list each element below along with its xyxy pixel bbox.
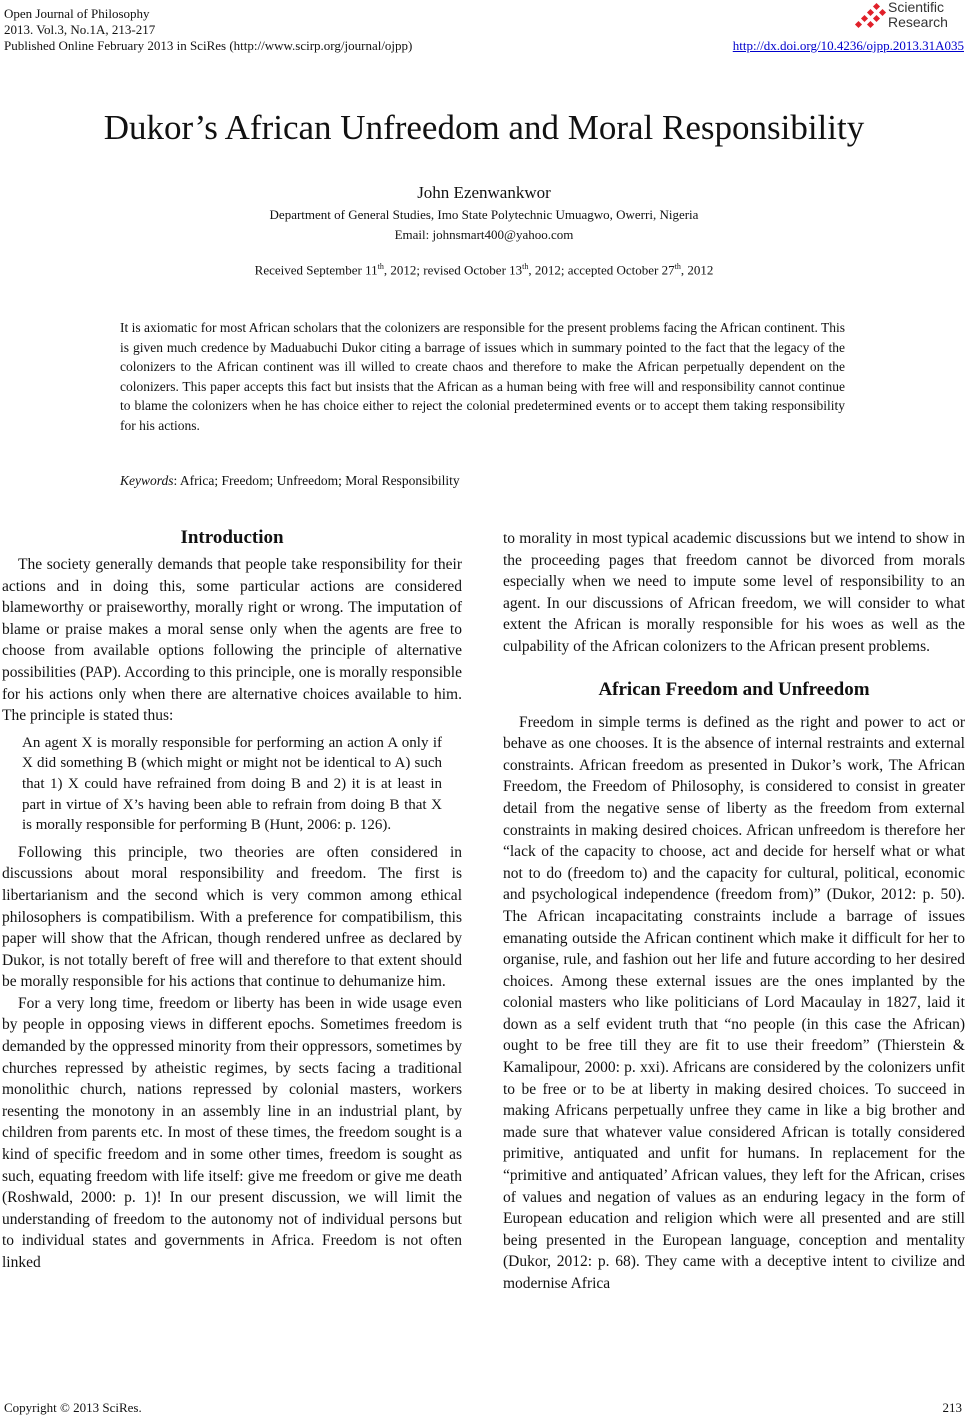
block-quote: An agent X is morally responsible for performing an action A only if X did something B (which might or might not be identical to A) such that 1) X could have refrained from doing B and 2) it is at least in part in virtue of X’s having been able to refrain from doing B that X is morally responsible for performing B (Hunt, 2006: p. 126).	[22, 734, 442, 834]
scientific-research-logo-icon	[854, 2, 888, 32]
keywords-label: Keywords	[120, 473, 174, 488]
ordinal-suffix: th	[522, 262, 529, 271]
logo-line-2: Research	[888, 14, 948, 30]
submission-dates	[0, 262, 968, 278]
paper-title: Dukor’s African Unfreedom and Moral Responsibility	[103, 108, 865, 147]
author-email: Email: johnsmart400@yahoo.com	[394, 227, 574, 242]
date-year: , 2012	[680, 262, 714, 278]
paragraph: Freedom in simple terms is defined as the right and power to act or behave as one chooses. It is the absence of internal restraints and external constraints. African freedom as presented in Dukor’s work, The African Freedom, the Freedom of Philosophy, is considered to consist in greater detail from the negative sense of liberty as the freedom from external constraints in making desired choices. African unfreedom is therefore her “lack of the capacity to choose, act and decide for herself what or what not to do (freedom to) and the capacity for cultural, political, economic and psychological independence (freedom from)” (Dukor, 2012: p. 50). The African incapacitating constraints include a barrage of issues emanating outside the African continent which make it difficult for her to organise, rule, and fashion out her life and future according to her desired choices. Among these external issues are the ones implanted by the colonial masters who like politicians of Lord Macaulay in 1827, laid it down as a self evident truth that “no people (in this case the African) ought to be free till they are fit to use their freedom” (Thierstein & Kamalipour, 2000: p. xxi). Africans are considered by the colonizers unfit to be free or to be at liberty in making desired choices. To succeed in making Africans perpetually unfree they came in like a big brother and made sure that whatever value considered African is totally considered primitive, antiquated and unfit for humans. In replacement for the “primitive and antiquated’ African values, they left for the African, crises of values and negation of values as an enduring legacy in the form of European education and religion which were all presented and are still being presented in the European language, conception and mentality (Dukor, 2012: p. 68). They came with a deceptive intent to civilize and modernise Africa	[503, 713, 965, 1292]
journal-header	[4, 6, 412, 54]
revised-date: , 2012; revised October 13	[383, 262, 523, 278]
journal-name: Open Journal of Philosophy	[4, 6, 150, 21]
publisher-logo	[854, 0, 964, 34]
section-heading-african-freedom: African Freedom and Unfreedom	[598, 678, 870, 700]
logo-wordmark	[888, 0, 948, 30]
ordinal-suffix: th	[377, 262, 384, 271]
paragraph: Following this principle, two theories are often considered in discussions about moral responsibility and freedom. The first is libertarianism and the second which is very common among ethical philosophers is compatibilism. With a preference for compatibilism, this paper will show that the African, though rendered unfree as declared by Dukor, is not totally bereft of free will and therefore to that extent should be morally responsible for his actions that continue to dehumanize him.	[2, 843, 462, 991]
left-column	[2, 526, 462, 1274]
author-name: John Ezenwankwor	[417, 183, 551, 202]
abstract: It is axiomatic for most African scholars that the colonizers are responsible for the present problems facing the African continent. This is given much credence by Maduabuchi Dukor citing a barrage of issues which in summary pointed to the fact that the legacy of the colonizers to the African continent was ill willed to create chaos and therefore to make the African perpetually dependent on the colonizers. This paper accepts this fact but insists that the African as a human being with free will and responsibility cannot continue to blame the colonizers when he has choice either to reject the colonial predetermined events or to accept them taking responsibility for his actions.	[120, 320, 845, 433]
received-date: Received September 11	[254, 262, 378, 278]
keywords-list: : Africa; Freedom; Unfreedom; Moral Responsibility	[173, 473, 460, 488]
journal-volume: 2013. Vol.3, No.1A, 213-217	[4, 22, 156, 37]
paragraph: The society generally demands that people take responsibility for their actions and in doing this, some particular actions are considered blameworthy or praiseworthy, morally right or wrong. The imputation of blame or praise makes a moral sense only when the agents are free to choose from available options following the principle of alternative possibilities (PAP). According to this principle, one is morally responsible for his actions only when there are alternative choices available to him. The principle is stated thus:	[2, 556, 462, 725]
paragraph: to morality in most typical academic discussions but we intend to show in the proceeding pages that freedom cannot be divorced from morals especially when we need to impute some level of responsibility to an agent. In our discussions of African freedom, we will consider to what extent the African is morally responsible for his woes as well as the culpability of the African colonizers to the African present problems.	[503, 530, 965, 655]
ordinal-suffix: th	[674, 262, 681, 271]
page-number: 213	[942, 1400, 962, 1415]
copyright-notice: Copyright © 2013 SciRes.	[4, 1400, 142, 1415]
logo-line-1: Scientific	[888, 0, 945, 15]
paragraph: For a very long time, freedom or liberty has been in wide usage even by people in opposing views in different epochs. Sometimes freedom is demanded by the oppressed minority from their oppressors, sometimes by churches repressed by atheistic regimes, by sects facing a traditional monolithic church, nations repressed by colonial masters, workers resenting the monotony in an assembly line in an industrial plant, by children from parents etc. In most of these times, the freedom sought is a kind of specific freedom and in some other times, freedom is sought as such, equating freedom with life itself: give me freedom or give me death (Roshwald, 2000: p. 1)! In our present discussion, we will limit the understanding of freedom to the autonomy not of individual persons but to individual states and governments in Africa. Freedom is not often linked	[2, 994, 462, 1271]
right-column	[503, 528, 965, 1295]
doi-link[interactable]: http://dx.doi.org/10.4236/ojpp.2013.31A035	[732, 38, 964, 53]
keywords	[120, 473, 460, 489]
section-heading-introduction: Introduction	[180, 527, 284, 548]
accepted-date: , 2012; accepted October 27	[528, 262, 675, 278]
author-affiliation: Department of General Studies, Imo State Polytechnic Umuagwo, Owerri, Nigeria	[269, 207, 699, 222]
publication-info: Published Online February 2013 in SciRes (http://www.scirp.org/journal/ojpp)	[4, 38, 413, 53]
